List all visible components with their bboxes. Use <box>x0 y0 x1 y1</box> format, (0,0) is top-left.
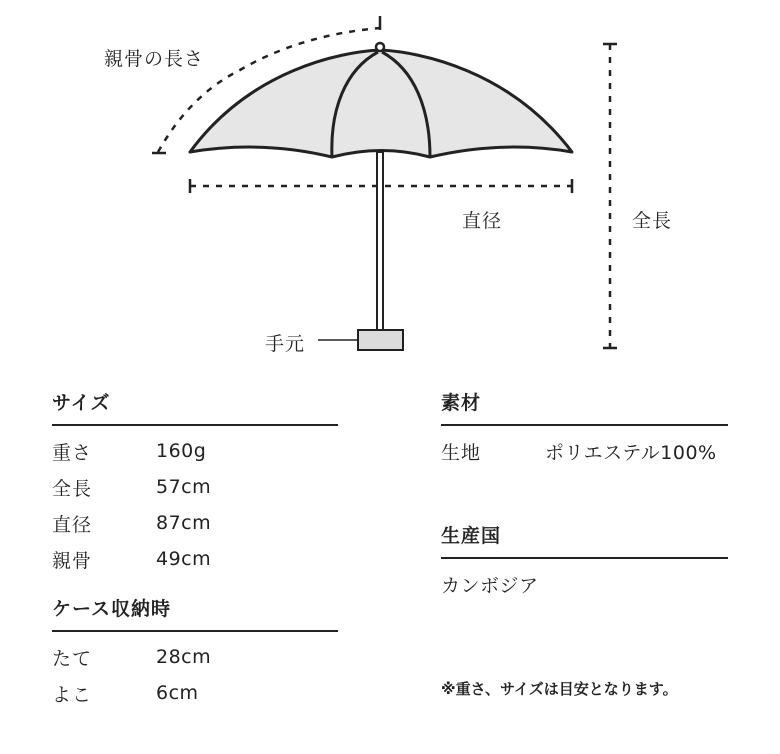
table-row <box>441 433 728 469</box>
row-label: たて <box>52 647 93 670</box>
umbrella-diagram <box>0 0 780 370</box>
table-row <box>52 675 338 711</box>
table-row <box>441 566 728 602</box>
size-disclaimer-note: ※重さ、サイズは目安となります。 <box>441 680 678 698</box>
row-value: 160g <box>156 440 207 462</box>
rib-length-label: 親骨の長さ <box>104 48 205 70</box>
row-label: 直径 <box>52 513 93 536</box>
material-table <box>441 433 728 469</box>
origin-section <box>441 521 728 602</box>
table-row <box>52 433 338 469</box>
origin-value: カンボジア <box>441 574 539 597</box>
table-row <box>52 541 338 577</box>
case-section-title: ケース収納時 <box>52 594 338 632</box>
row-label: 重さ <box>52 441 93 464</box>
material-section <box>441 388 728 469</box>
table-row <box>52 505 338 541</box>
umbrella-canopy <box>190 50 572 157</box>
row-label: 親骨 <box>52 549 93 572</box>
row-value: 49cm <box>156 548 212 570</box>
material-section-title: 素材 <box>441 388 728 426</box>
case-section <box>52 594 338 711</box>
size-section <box>52 388 338 577</box>
row-label: よこ <box>52 683 93 706</box>
case-table <box>52 639 338 711</box>
umbrella-tip <box>376 43 384 51</box>
table-row <box>52 639 338 675</box>
row-label: 全長 <box>52 477 93 500</box>
row-value: 28cm <box>156 646 212 668</box>
handle-label: 手元 <box>265 333 306 355</box>
diameter-label: 直径 <box>462 210 503 232</box>
size-table <box>52 433 338 577</box>
origin-table <box>441 566 728 602</box>
total-length-label: 全長 <box>632 210 673 232</box>
row-value: 57cm <box>156 476 212 498</box>
origin-section-title: 生産国 <box>441 521 728 559</box>
size-section-title: サイズ <box>52 388 338 426</box>
table-row <box>52 469 338 505</box>
umbrella-handle <box>358 330 403 350</box>
row-value: 87cm <box>156 512 212 534</box>
row-value: 6cm <box>156 682 199 704</box>
umbrella-shaft <box>377 152 383 330</box>
row-label: 生地 <box>441 441 482 464</box>
row-value: ポリエステル100% <box>545 441 717 464</box>
